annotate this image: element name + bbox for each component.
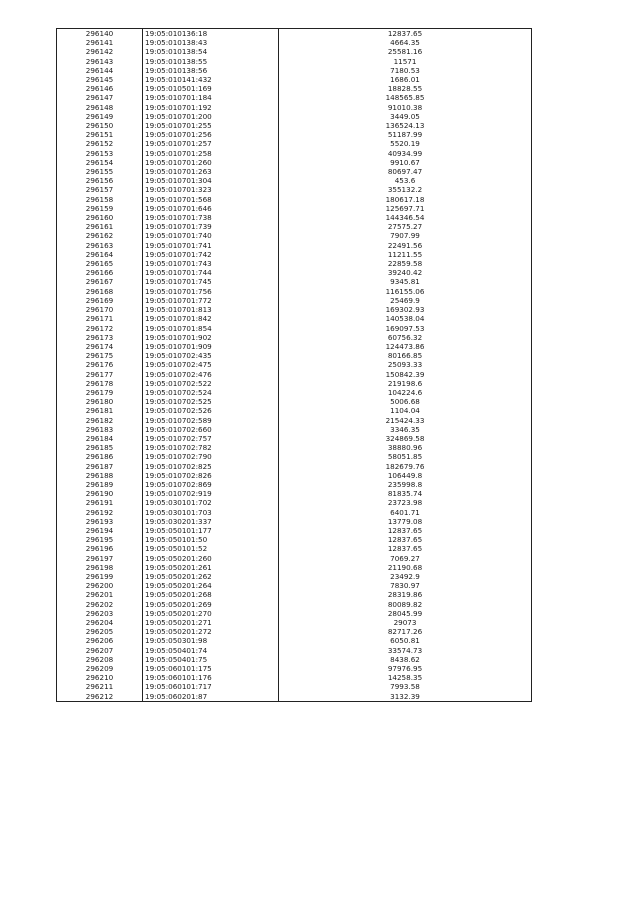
cadastral-number-cell: 19:05:010701:854 <box>143 324 279 333</box>
cadastral-number-cell: 19:05:050201:268 <box>143 590 279 599</box>
cadastral-number-cell: 19:05:050201:270 <box>143 609 279 618</box>
table-row <box>57 66 532 75</box>
table-row <box>57 618 532 627</box>
table-row <box>57 434 532 443</box>
cadastral-number-cell: 19:05:060101:175 <box>143 664 279 673</box>
amount-cell: 182679.76 <box>279 462 532 471</box>
row-id-cell: 296203 <box>57 609 143 618</box>
cadastral-number-cell: 19:05:050201:262 <box>143 572 279 581</box>
amount-cell: 169097.53 <box>279 324 532 333</box>
table-row <box>57 508 532 517</box>
row-id-cell: 296182 <box>57 416 143 425</box>
cadastral-number-cell: 19:05:050101:177 <box>143 526 279 535</box>
row-id-cell: 296180 <box>57 397 143 406</box>
row-id-cell: 296181 <box>57 406 143 415</box>
amount-cell: 453.6 <box>279 176 532 185</box>
row-id-cell: 296165 <box>57 259 143 268</box>
cadastral-number-cell: 19:05:010702:757 <box>143 434 279 443</box>
row-id-cell: 296211 <box>57 682 143 691</box>
table-row <box>57 57 532 66</box>
row-id-cell: 296177 <box>57 370 143 379</box>
amount-cell: 5006.68 <box>279 397 532 406</box>
cadastral-number-cell: 19:05:010701:260 <box>143 158 279 167</box>
table-row <box>57 452 532 461</box>
amount-cell: 140538.04 <box>279 314 532 323</box>
cadastral-number-cell: 19:05:050401:75 <box>143 655 279 664</box>
row-id-cell: 296199 <box>57 572 143 581</box>
cadastral-number-cell: 19:05:010702:790 <box>143 452 279 461</box>
amount-cell: 11211.55 <box>279 250 532 259</box>
cadastral-number-cell: 19:05:010701:772 <box>143 296 279 305</box>
cadastral-number-cell: 19:05:010701:909 <box>143 342 279 351</box>
cadastral-number-cell: 19:05:050101:50 <box>143 535 279 544</box>
cadastral-number-cell: 19:05:010702:475 <box>143 360 279 369</box>
row-id-cell: 296208 <box>57 655 143 664</box>
table-row <box>57 590 532 599</box>
cadastral-number-cell: 19:05:050101:52 <box>143 544 279 553</box>
table-row <box>57 406 532 415</box>
cadastral-number-cell: 19:05:060101:717 <box>143 682 279 691</box>
row-id-cell: 296206 <box>57 636 143 645</box>
cadastral-number-cell: 19:05:010702:589 <box>143 416 279 425</box>
row-id-cell: 296173 <box>57 333 143 342</box>
amount-cell: 51187.99 <box>279 130 532 139</box>
row-id-cell: 296154 <box>57 158 143 167</box>
amount-cell: 14258.35 <box>279 673 532 682</box>
table-row <box>57 149 532 158</box>
table-row <box>57 646 532 655</box>
amount-cell: 169302.93 <box>279 305 532 314</box>
table-row <box>57 231 532 240</box>
cadastral-number-cell: 19:05:010702:435 <box>143 351 279 360</box>
row-id-cell: 296183 <box>57 425 143 434</box>
cadastral-number-cell: 19:05:010138:54 <box>143 47 279 56</box>
row-id-cell: 296141 <box>57 38 143 47</box>
table-row <box>57 38 532 47</box>
cadastral-number-cell: 19:05:010701:646 <box>143 204 279 213</box>
cadastral-number-cell: 19:05:010701:258 <box>143 149 279 158</box>
amount-cell: 25469.9 <box>279 296 532 305</box>
row-id-cell: 296160 <box>57 213 143 222</box>
amount-cell: 12837.65 <box>279 544 532 553</box>
cadastral-number-cell: 19:05:010141:432 <box>143 75 279 84</box>
cadastral-number-cell: 19:05:010701:739 <box>143 222 279 231</box>
table-row <box>57 462 532 471</box>
cadastral-number-cell: 19:05:010701:200 <box>143 112 279 121</box>
amount-cell: 6050.81 <box>279 636 532 645</box>
row-id-cell: 296144 <box>57 66 143 75</box>
table-body <box>57 29 532 702</box>
row-id-cell: 296155 <box>57 167 143 176</box>
table-row <box>57 388 532 397</box>
row-id-cell: 296174 <box>57 342 143 351</box>
cadastral-number-cell: 19:05:060101:176 <box>143 673 279 682</box>
table-row <box>57 360 532 369</box>
table-row <box>57 204 532 213</box>
table-row <box>57 397 532 406</box>
row-id-cell: 296207 <box>57 646 143 655</box>
cadastral-number-cell: 19:05:010702:782 <box>143 443 279 452</box>
table-row <box>57 425 532 434</box>
amount-cell: 60756.32 <box>279 333 532 342</box>
amount-cell: 106449.8 <box>279 471 532 480</box>
table-row <box>57 176 532 185</box>
table-row <box>57 103 532 112</box>
cadastral-number-cell: 19:05:030201:337 <box>143 517 279 526</box>
cadastral-number-cell: 19:05:010701:902 <box>143 333 279 342</box>
table-row <box>57 609 532 618</box>
amount-cell: 38880.96 <box>279 443 532 452</box>
amount-cell: 7069.27 <box>279 554 532 563</box>
table-row <box>57 517 532 526</box>
row-id-cell: 296166 <box>57 268 143 277</box>
amount-cell: 125697.71 <box>279 204 532 213</box>
row-id-cell: 296178 <box>57 379 143 388</box>
amount-cell: 25581.16 <box>279 47 532 56</box>
amount-cell: 219198.6 <box>279 379 532 388</box>
row-id-cell: 296210 <box>57 673 143 682</box>
cadastral-number-cell: 19:05:010702:524 <box>143 388 279 397</box>
row-id-cell: 296193 <box>57 517 143 526</box>
table-row <box>57 443 532 452</box>
table-row <box>57 692 532 702</box>
row-id-cell: 296143 <box>57 57 143 66</box>
amount-cell: 180617.18 <box>279 195 532 204</box>
table-row <box>57 250 532 259</box>
amount-cell: 39240.42 <box>279 268 532 277</box>
row-id-cell: 296187 <box>57 462 143 471</box>
table-row <box>57 416 532 425</box>
cadastral-number-cell: 19:05:010701:738 <box>143 213 279 222</box>
amount-cell: 12837.65 <box>279 526 532 535</box>
row-id-cell: 296175 <box>57 351 143 360</box>
cadastral-number-cell: 19:05:010701:813 <box>143 305 279 314</box>
table-row <box>57 213 532 222</box>
amount-cell: 6401.71 <box>279 508 532 517</box>
cadastral-number-cell: 19:05:010701:842 <box>143 314 279 323</box>
row-id-cell: 296169 <box>57 296 143 305</box>
cadastral-number-cell: 19:05:010701:740 <box>143 231 279 240</box>
cadastral-number-cell: 19:05:010701:257 <box>143 139 279 148</box>
amount-cell: 355132.2 <box>279 185 532 194</box>
table-row <box>57 370 532 379</box>
table-row <box>57 581 532 590</box>
row-id-cell: 296150 <box>57 121 143 130</box>
table-row <box>57 636 532 645</box>
row-id-cell: 296149 <box>57 112 143 121</box>
row-id-cell: 296179 <box>57 388 143 397</box>
table-row <box>57 121 532 130</box>
amount-cell: 29073 <box>279 618 532 627</box>
cadastral-number-cell: 19:05:010701:255 <box>143 121 279 130</box>
row-id-cell: 296148 <box>57 103 143 112</box>
amount-cell: 40934.99 <box>279 149 532 158</box>
cadastral-number-cell: 19:05:010702:825 <box>143 462 279 471</box>
amount-cell: 148565.85 <box>279 93 532 102</box>
amount-cell: 11571 <box>279 57 532 66</box>
cadastral-number-cell: 19:05:010702:869 <box>143 480 279 489</box>
row-id-cell: 296176 <box>57 360 143 369</box>
cadastral-number-cell: 19:05:010701:743 <box>143 259 279 268</box>
table-row <box>57 333 532 342</box>
row-id-cell: 296188 <box>57 471 143 480</box>
amount-cell: 28045.99 <box>279 609 532 618</box>
cadastral-number-cell: 19:05:010701:184 <box>143 93 279 102</box>
cadastral-number-cell: 19:05:010702:522 <box>143 379 279 388</box>
table-row <box>57 195 532 204</box>
amount-cell: 21190.68 <box>279 563 532 572</box>
amount-cell: 58051.85 <box>279 452 532 461</box>
row-id-cell: 296145 <box>57 75 143 84</box>
table-row <box>57 287 532 296</box>
row-id-cell: 296186 <box>57 452 143 461</box>
row-id-cell: 296184 <box>57 434 143 443</box>
table-row <box>57 480 532 489</box>
amount-cell: 1686.01 <box>279 75 532 84</box>
cadastral-number-cell: 19:05:050201:260 <box>143 554 279 563</box>
table-row <box>57 655 532 664</box>
cadastral-number-cell: 19:05:010701:744 <box>143 268 279 277</box>
row-id-cell: 296194 <box>57 526 143 535</box>
row-id-cell: 296205 <box>57 627 143 636</box>
amount-cell: 97976.95 <box>279 664 532 673</box>
row-id-cell: 296212 <box>57 692 143 702</box>
row-id-cell: 296146 <box>57 84 143 93</box>
amount-cell: 9345.81 <box>279 277 532 286</box>
table-row <box>57 29 532 39</box>
cadastral-number-cell: 19:05:050301:98 <box>143 636 279 645</box>
table-row <box>57 222 532 231</box>
cadastral-number-cell: 19:05:010136:18 <box>143 29 279 39</box>
amount-cell: 124473.86 <box>279 342 532 351</box>
row-id-cell: 296202 <box>57 600 143 609</box>
table-row <box>57 112 532 121</box>
table-row <box>57 259 532 268</box>
amount-cell: 150842.39 <box>279 370 532 379</box>
amount-cell: 12837.65 <box>279 29 532 39</box>
cadastral-number-cell: 19:05:030101:702 <box>143 498 279 507</box>
table-row <box>57 572 532 581</box>
row-id-cell: 296185 <box>57 443 143 452</box>
table-row <box>57 139 532 148</box>
row-id-cell: 296161 <box>57 222 143 231</box>
cadastral-number-cell: 19:05:060201:87 <box>143 692 279 702</box>
row-id-cell: 296153 <box>57 149 143 158</box>
cadastral-number-cell: 19:05:010702:526 <box>143 406 279 415</box>
cadastral-number-cell: 19:05:010701:323 <box>143 185 279 194</box>
row-id-cell: 296195 <box>57 535 143 544</box>
amount-cell: 22859.58 <box>279 259 532 268</box>
row-id-cell: 296189 <box>57 480 143 489</box>
row-id-cell: 296157 <box>57 185 143 194</box>
amount-cell: 13779.08 <box>279 517 532 526</box>
amount-cell: 33574.73 <box>279 646 532 655</box>
table-row <box>57 627 532 636</box>
table-row <box>57 167 532 176</box>
table-row <box>57 185 532 194</box>
amount-cell: 1104.04 <box>279 406 532 415</box>
cadastral-number-cell: 19:05:010701:192 <box>143 103 279 112</box>
amount-cell: 116155.06 <box>279 287 532 296</box>
row-id-cell: 296200 <box>57 581 143 590</box>
amount-cell: 3449.05 <box>279 112 532 121</box>
table-row <box>57 673 532 682</box>
amount-cell: 82717.26 <box>279 627 532 636</box>
amount-cell: 104224.6 <box>279 388 532 397</box>
cadastral-number-cell: 19:05:010138:55 <box>143 57 279 66</box>
cadastral-number-cell: 19:05:050201:264 <box>143 581 279 590</box>
row-id-cell: 296204 <box>57 618 143 627</box>
cadastral-number-cell: 19:05:010702:476 <box>143 370 279 379</box>
cadastral-number-cell: 19:05:050201:271 <box>143 618 279 627</box>
row-id-cell: 296201 <box>57 590 143 599</box>
row-id-cell: 296158 <box>57 195 143 204</box>
row-id-cell: 296140 <box>57 29 143 39</box>
table-row <box>57 314 532 323</box>
amount-cell: 9910.67 <box>279 158 532 167</box>
amount-cell: 25093.33 <box>279 360 532 369</box>
table-row <box>57 93 532 102</box>
row-id-cell: 296196 <box>57 544 143 553</box>
table-row <box>57 682 532 691</box>
amount-cell: 4664.35 <box>279 38 532 47</box>
row-id-cell: 296163 <box>57 241 143 250</box>
row-id-cell: 296191 <box>57 498 143 507</box>
amount-cell: 136524.13 <box>279 121 532 130</box>
table-row <box>57 535 532 544</box>
amount-cell: 8438.62 <box>279 655 532 664</box>
amount-cell: 5520.19 <box>279 139 532 148</box>
table-row <box>57 554 532 563</box>
amount-cell: 12837.65 <box>279 535 532 544</box>
data-table <box>56 28 532 702</box>
row-id-cell: 296192 <box>57 508 143 517</box>
table-row <box>57 664 532 673</box>
amount-cell: 215424.33 <box>279 416 532 425</box>
row-id-cell: 296170 <box>57 305 143 314</box>
row-id-cell: 296151 <box>57 130 143 139</box>
table-row <box>57 379 532 388</box>
cadastral-number-cell: 19:05:010701:745 <box>143 277 279 286</box>
row-id-cell: 296156 <box>57 176 143 185</box>
row-id-cell: 296168 <box>57 287 143 296</box>
amount-cell: 7993.58 <box>279 682 532 691</box>
cadastral-number-cell: 19:05:010701:568 <box>143 195 279 204</box>
amount-cell: 23723.98 <box>279 498 532 507</box>
row-id-cell: 296147 <box>57 93 143 102</box>
amount-cell: 324869.58 <box>279 434 532 443</box>
amount-cell: 27575.27 <box>279 222 532 231</box>
table-row <box>57 563 532 572</box>
cadastral-number-cell: 19:05:010701:741 <box>143 241 279 250</box>
amount-cell: 3346.35 <box>279 425 532 434</box>
row-id-cell: 296197 <box>57 554 143 563</box>
cadastral-number-cell: 19:05:010701:263 <box>143 167 279 176</box>
table-row <box>57 600 532 609</box>
table-row <box>57 158 532 167</box>
amount-cell: 7180.53 <box>279 66 532 75</box>
amount-cell: 22491.56 <box>279 241 532 250</box>
cadastral-number-cell: 19:05:010701:756 <box>143 287 279 296</box>
cadastral-number-cell: 19:05:050201:269 <box>143 600 279 609</box>
table-row <box>57 296 532 305</box>
cadastral-number-cell: 19:05:010701:256 <box>143 130 279 139</box>
table-row <box>57 268 532 277</box>
cadastral-number-cell: 19:05:010702:919 <box>143 489 279 498</box>
cadastral-number-cell: 19:05:050401:74 <box>143 646 279 655</box>
cadastral-number-cell: 19:05:010701:304 <box>143 176 279 185</box>
table-row <box>57 305 532 314</box>
table-row <box>57 324 532 333</box>
cadastral-number-cell: 19:05:010138:56 <box>143 66 279 75</box>
cadastral-number-cell: 19:05:010702:826 <box>143 471 279 480</box>
cadastral-number-cell: 19:05:050201:261 <box>143 563 279 572</box>
amount-cell: 7830.97 <box>279 581 532 590</box>
row-id-cell: 296172 <box>57 324 143 333</box>
amount-cell: 18828.55 <box>279 84 532 93</box>
cadastral-number-cell: 19:05:010702:660 <box>143 425 279 434</box>
cadastral-number-cell: 19:05:050201:272 <box>143 627 279 636</box>
table-row <box>57 544 532 553</box>
table-row <box>57 84 532 93</box>
cadastral-number-cell: 19:05:010138:43 <box>143 38 279 47</box>
amount-cell: 144346.54 <box>279 213 532 222</box>
table-row <box>57 471 532 480</box>
table-row <box>57 351 532 360</box>
amount-cell: 80089.82 <box>279 600 532 609</box>
amount-cell: 28319.86 <box>279 590 532 599</box>
amount-cell: 3132.39 <box>279 692 532 702</box>
amount-cell: 80697.47 <box>279 167 532 176</box>
amount-cell: 91010.38 <box>279 103 532 112</box>
table-row <box>57 130 532 139</box>
table-row <box>57 47 532 56</box>
row-id-cell: 296198 <box>57 563 143 572</box>
cadastral-number-cell: 19:05:010701:742 <box>143 250 279 259</box>
row-id-cell: 296190 <box>57 489 143 498</box>
row-id-cell: 296209 <box>57 664 143 673</box>
row-id-cell: 296164 <box>57 250 143 259</box>
table-row <box>57 526 532 535</box>
cadastral-number-cell: 19:05:010501:169 <box>143 84 279 93</box>
table-row <box>57 277 532 286</box>
amount-cell: 80166.85 <box>279 351 532 360</box>
table-row <box>57 75 532 84</box>
row-id-cell: 296167 <box>57 277 143 286</box>
row-id-cell: 296171 <box>57 314 143 323</box>
amount-cell: 7907.99 <box>279 231 532 240</box>
table-row <box>57 489 532 498</box>
row-id-cell: 296152 <box>57 139 143 148</box>
amount-cell: 23492.9 <box>279 572 532 581</box>
table-row <box>57 241 532 250</box>
row-id-cell: 296162 <box>57 231 143 240</box>
cadastral-number-cell: 19:05:030101:703 <box>143 508 279 517</box>
row-id-cell: 296142 <box>57 47 143 56</box>
table-row <box>57 342 532 351</box>
cadastral-number-cell: 19:05:010702:525 <box>143 397 279 406</box>
amount-cell: 81835.74 <box>279 489 532 498</box>
row-id-cell: 296159 <box>57 204 143 213</box>
amount-cell: 235998.8 <box>279 480 532 489</box>
table-row <box>57 498 532 507</box>
